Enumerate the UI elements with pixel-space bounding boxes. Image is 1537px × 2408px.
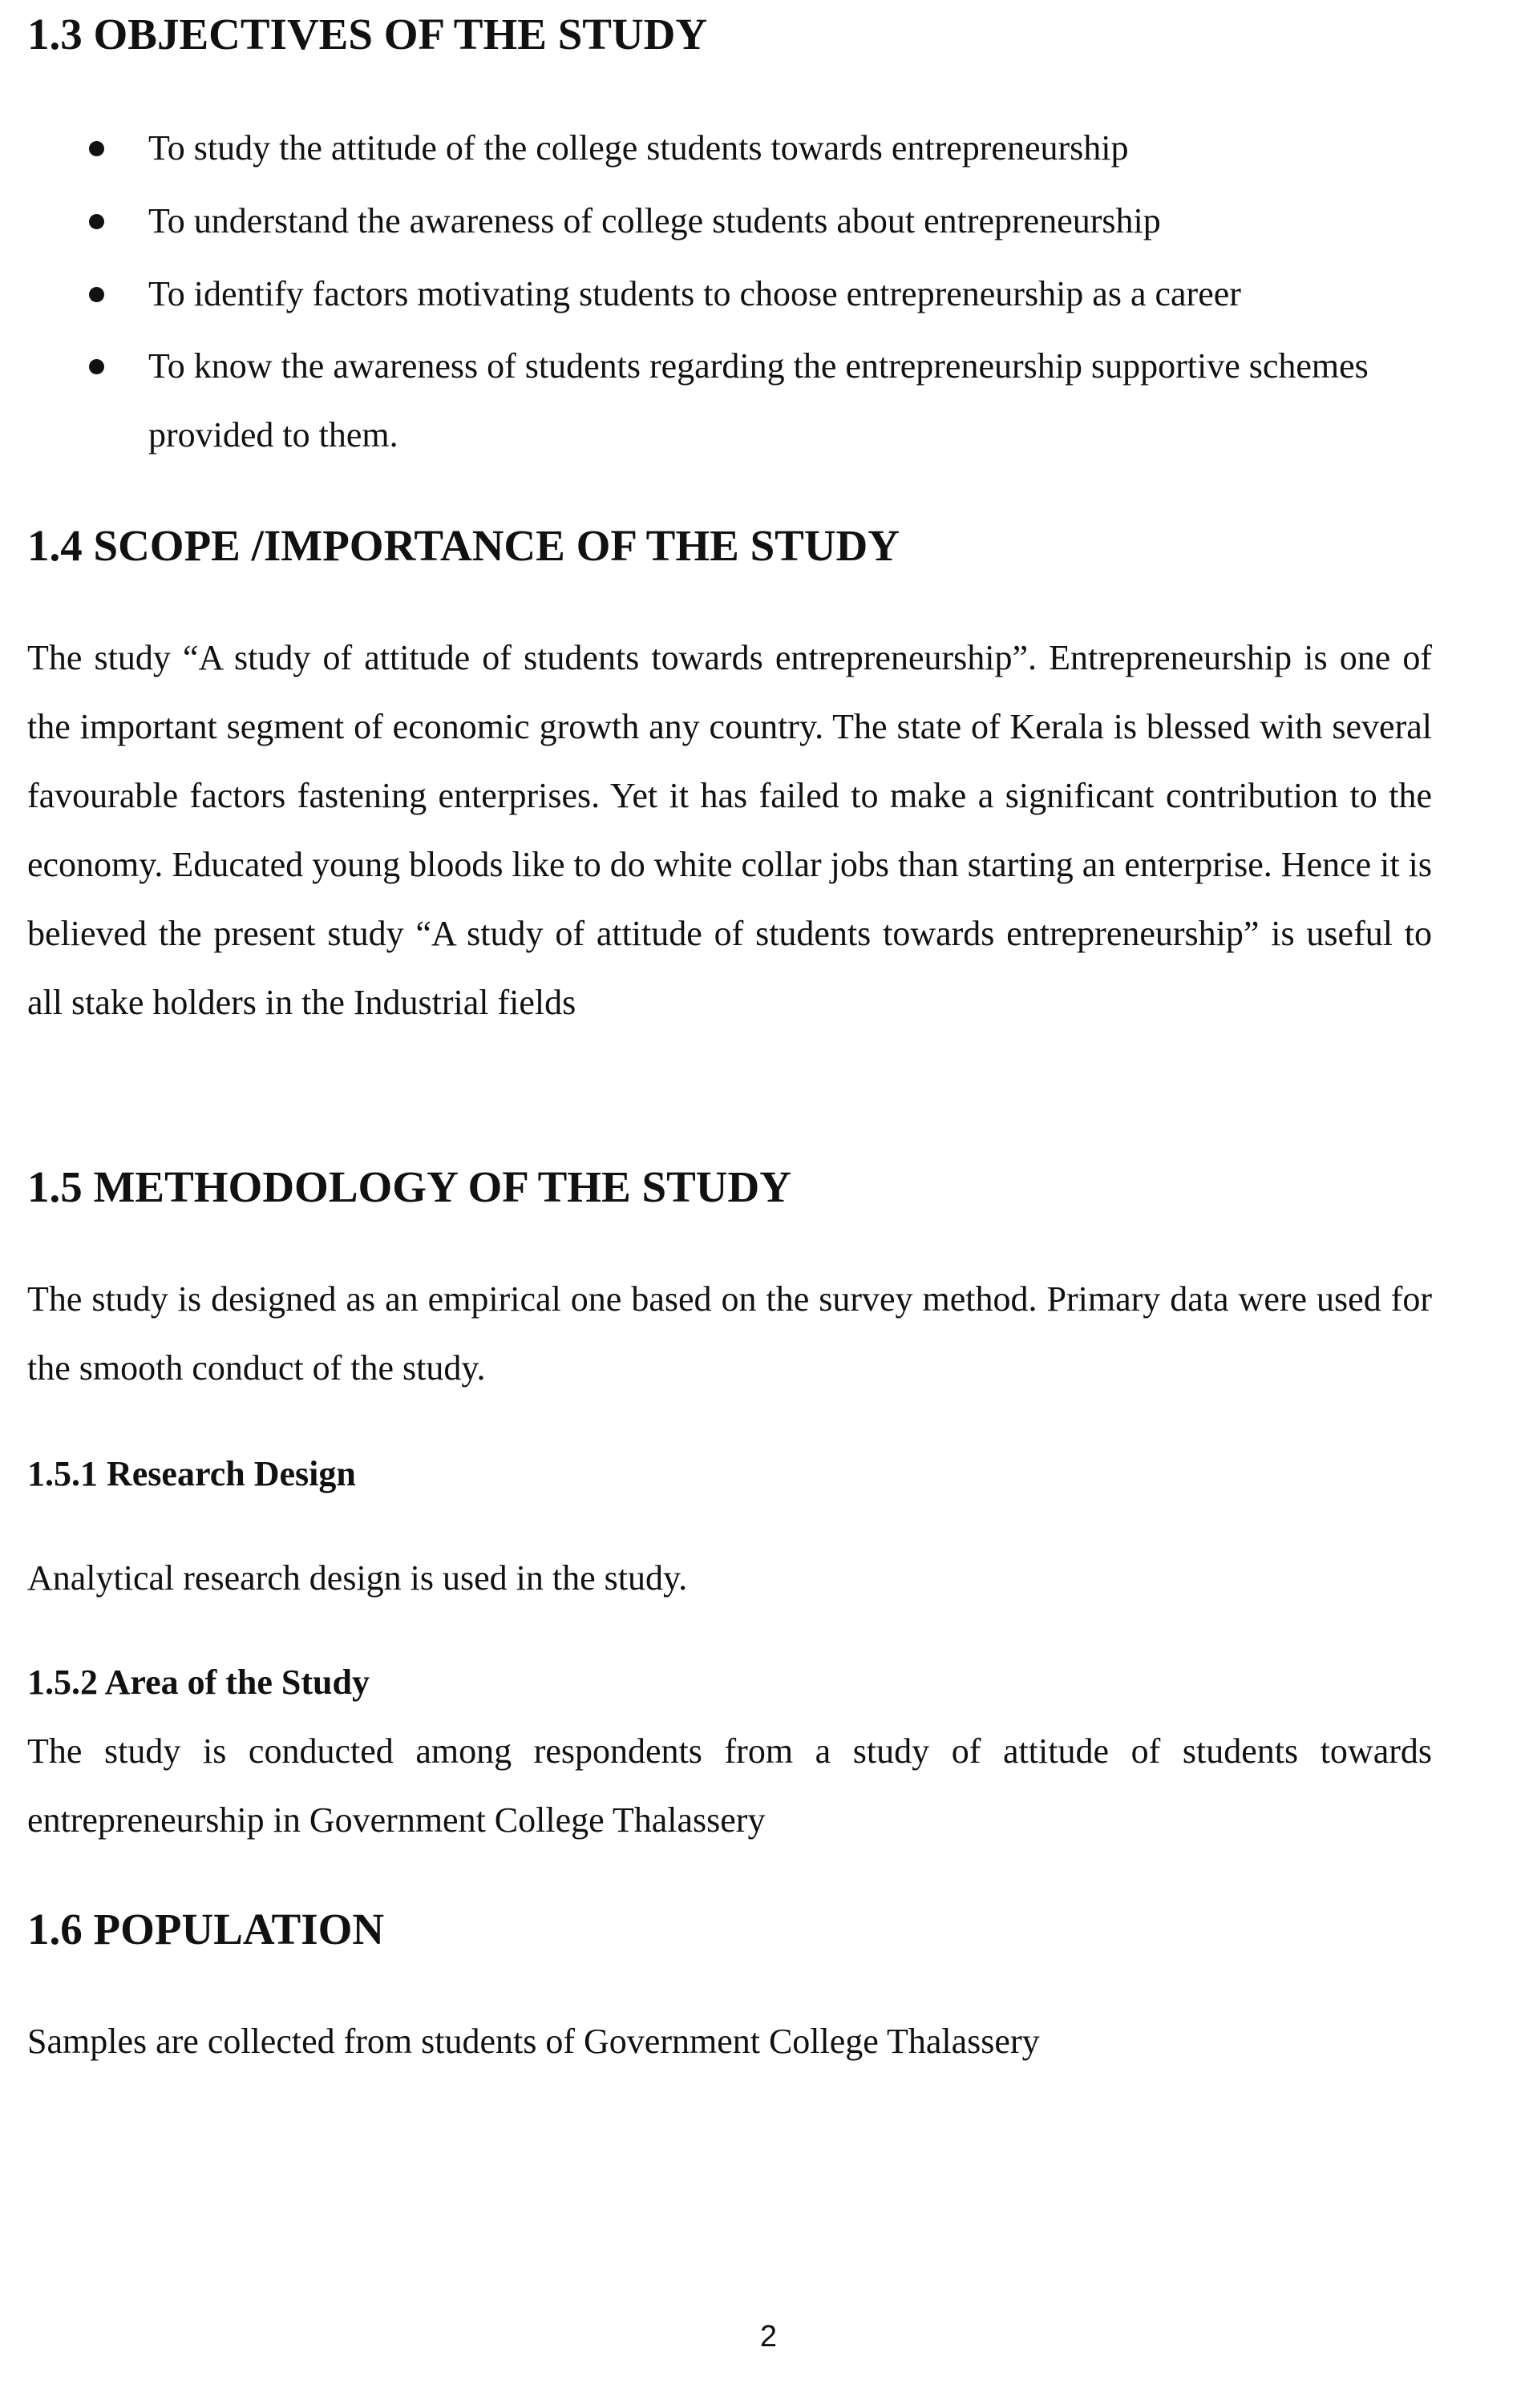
area-of-study-heading: 1.5.2 Area of the Study: [27, 1663, 370, 1702]
page-number: 2: [759, 2320, 778, 2353]
objective-text: To identify factors motivating students to choose entrepreneurship as a career: [148, 274, 1241, 313]
scope-paragraph: The study “A study of attitude of students towards entrepreneurship”. Entrepreneurship is one of the important segment of economic growth any country. The state of Kerala is blessed with several favourable factors fastening enterprises. Yet it has failed to make a significant contribution to the economy. Educated young bloods like to do white collar jobs than starting an enterprise. Hence it is believed the present study “A study of attitude of students towards entrepreneurship” is useful to all stake holders in the Industrial fields: [27, 638, 1432, 1022]
objective-text: To know the awareness of students regarding the entrepreneurship supportive schemes provided to them.: [148, 346, 1369, 455]
objective-text: To study the attitude of the college students towards entrepreneurship: [148, 128, 1129, 168]
methodology-paragraph: The study is designed as an empirical one based on the survey method. Primary data were used for the smooth conduct of the study.: [27, 1279, 1432, 1388]
bullet-icon: [89, 359, 104, 374]
scope-heading: 1.4 SCOPE /IMPORTANCE OF THE STUDY: [27, 521, 900, 570]
area-of-study-paragraph: The study is conducted among respondents from a study of attitude of students towards entrepreneurship in Government College Thalassery: [27, 1731, 1432, 1840]
methodology-heading: 1.5 METHODOLOGY OF THE STUDY: [27, 1162, 791, 1211]
objective-text: To understand the awareness of college students about entrepreneurship: [148, 201, 1161, 240]
objectives-heading: 1.3 OBJECTIVES OF THE STUDY: [27, 10, 708, 59]
bullet-icon: [89, 141, 104, 156]
bullet-icon: [89, 214, 104, 229]
research-design-heading: 1.5.1 Research Design: [27, 1454, 356, 1493]
bullet-icon: [89, 287, 104, 302]
research-design-paragraph: Analytical research design is used in the study.: [27, 1558, 688, 1598]
population-paragraph: Samples are collected from students of Government College Thalassery: [27, 2022, 1040, 2061]
population-heading: 1.6 POPULATION: [27, 1905, 385, 1953]
